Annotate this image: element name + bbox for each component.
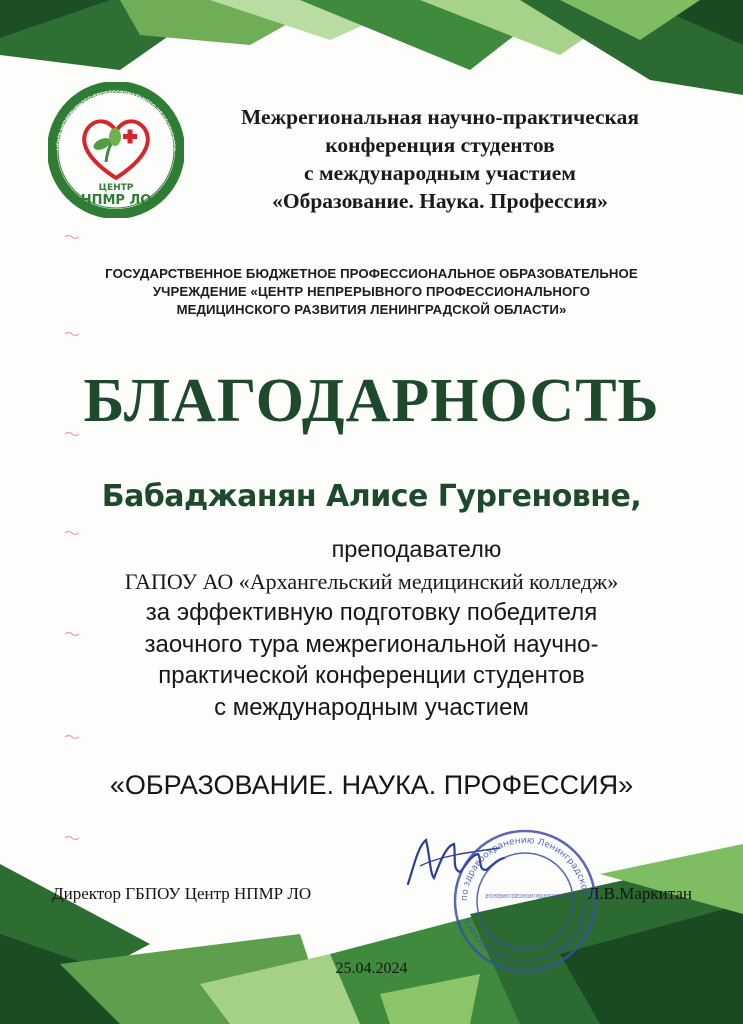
scan-mark [64,530,80,536]
certificate-body [30,534,713,723]
conference-title-line: Межрегиональная научно-практическая [240,105,639,129]
center-logo [48,82,184,218]
issue-date: 25.04.2024 [335,960,408,977]
stamp-center-text: Центр непрерывного профессионального медицинского развития [485,892,565,900]
scan-mark [64,331,80,337]
conference-name-closing: «ОБРАЗОВАНИЕ. НАУКА. ПРОФЕССИЯ» [109,770,634,800]
body-line: ГАПОУ АО «Архангельский медицинский колледж» [124,568,619,594]
body-line: с международным участием [214,693,529,721]
body-line: заочного тура межрегиональной научно- [144,630,599,658]
scan-mark [64,431,80,437]
conference-title-line: с международным участием [304,161,576,185]
conference-title-line: конференция студентов [325,133,555,157]
scan-mark [64,835,80,841]
signatory-position: Директор ГБПОУ Центр НПМР ЛО [52,884,312,903]
bottom-decoration [0,844,743,1024]
recipient-name: Бабаджанян Алисе Гургеновне, [101,479,642,514]
organization-name [40,265,703,319]
body-line: преподавателю [331,536,502,562]
stamp-ring-text: по здравоохранению Ленинградской профессионального медицинского [459,835,591,967]
scan-mark [64,734,80,740]
logo-line1: ЦЕНТР [98,183,134,193]
signatory-name: Л.В.Маркитан [587,884,692,903]
body-line: за эффективную подготовку победителя [145,599,598,626]
organization-line: УЧРЕЖДЕНИЕ «ЦЕНТР НЕПРЕРЫВНОГО ПРОФЕССИОНАЛЬНОГО [152,284,591,299]
scan-mark [64,234,80,240]
logo-ring-text: ЦЕНТР НЕПРЕРЫВНОГО ПРОФЕССИОНАЛЬНОГО МЕДИЦИНСКОГО [55,89,177,152]
body-line: практической конференции студентов [158,662,585,689]
organization-line: МЕДИЦИНСКОГО РАЗВИТИЯ ЛЕНИНГРАДСКОЙ ОБЛАСТИ» [176,302,567,317]
organization-line: ГОСУДАРСТВЕННОЕ БЮДЖЕТНОЕ ПРОФЕССИОНАЛЬНОЕ ОБРАЗОВАТЕЛЬНОЕ [105,266,638,281]
scan-mark [64,631,80,637]
conference-title-line: «Образование. Наука. Профессия» [272,189,608,213]
signature-row [52,880,692,910]
logo-line2: НПМР ЛО [80,193,152,208]
certificate-headline: БЛАГОДАРНОСТЬ [83,367,660,435]
conference-title [190,103,690,215]
